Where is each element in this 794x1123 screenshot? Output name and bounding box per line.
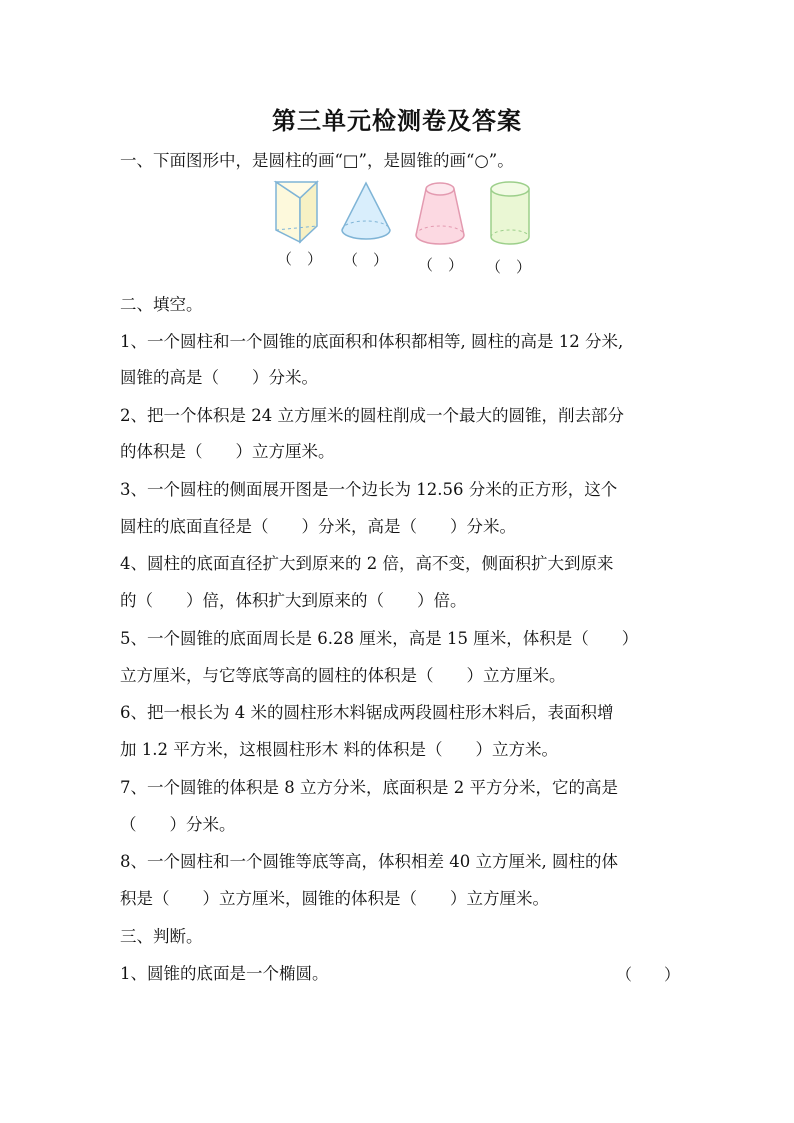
fill-line-15: 8、一个圆柱和一个圆锥等底等高，体积相差 40 立方厘米, 圆柱的体 [120, 852, 618, 871]
answer-blank-frustum[interactable]: （ ） [418, 256, 464, 274]
fill-line-12: 加 1.2 平方米，这根圆柱形木 料的体积是（ ）立方米。 [120, 740, 558, 759]
judge-item-1-blank[interactable]: （ ） [616, 965, 681, 984]
cylinder-shape [491, 182, 529, 244]
fill-line-1: 1、一个圆柱和一个圆锥的底面积和体积都相等, 圆柱的高是 12 分米, [120, 332, 624, 351]
answer-blank-cone[interactable]: （ ） [343, 251, 389, 269]
fill-line-8: 的（ ）倍，体积扩大到原来的（ ）倍。 [120, 591, 467, 610]
section2-heading: 二、填空。 [120, 295, 203, 314]
judge-item-1: 1、圆锥的底面是一个椭圆。 [120, 964, 329, 983]
section1-instruction: 一、下面图形中，是圆柱的画“□”，是圆锥的画“○”。 [120, 151, 514, 170]
fill-line-11: 6、把一根长为 4 米的圆柱形木料锯成两段圆柱形木料后，表面积增 [120, 703, 614, 722]
fill-line-14: （ ）分米。 [120, 815, 236, 834]
triangular-prism-shape [276, 182, 317, 242]
fill-line-3: 2、把一个体积是 24 立方厘米的圆柱削成一个最大的圆锥，削去部分 [120, 406, 624, 425]
answer-blank-cylinder[interactable]: （ ） [486, 258, 532, 276]
fill-line-5: 3、一个圆柱的侧面展开图是一个边长为 12.56 分米的正方形，这个 [120, 480, 618, 499]
answer-blank-prism[interactable]: （ ） [277, 250, 323, 268]
fill-line-4: 的体积是（ ）立方厘米。 [120, 442, 335, 461]
section3-heading: 三、判断。 [120, 927, 203, 946]
fill-line-7: 4、圆柱的底面直径扩大到原来的 2 倍，高不变，侧面积扩大到原来 [120, 554, 614, 573]
fill-line-10: 立方厘米，与它等底等高的圆柱的体积是（ ）立方厘米。 [120, 666, 566, 685]
fill-line-16: 积是（ ）立方厘米，圆锥的体积是（ ）立方厘米。 [120, 889, 549, 908]
page-title: 第三单元检测卷及答案 [272, 107, 522, 135]
fill-line-13: 7、一个圆锥的体积是 8 立方分米，底面积是 2 平方分米，它的高是 [120, 778, 618, 797]
frustum-shape [416, 183, 464, 244]
cone-shape [342, 183, 390, 239]
fill-line-6: 圆柱的底面直径是（ ）分米，高是（ ）分米。 [120, 517, 516, 536]
fill-line-2: 圆锥的高是（ ）分米。 [120, 368, 318, 387]
fill-line-9: 5、一个圆锥的底面周长是 6.28 厘米，高是 15 厘米，体积是（ ） [120, 629, 639, 648]
